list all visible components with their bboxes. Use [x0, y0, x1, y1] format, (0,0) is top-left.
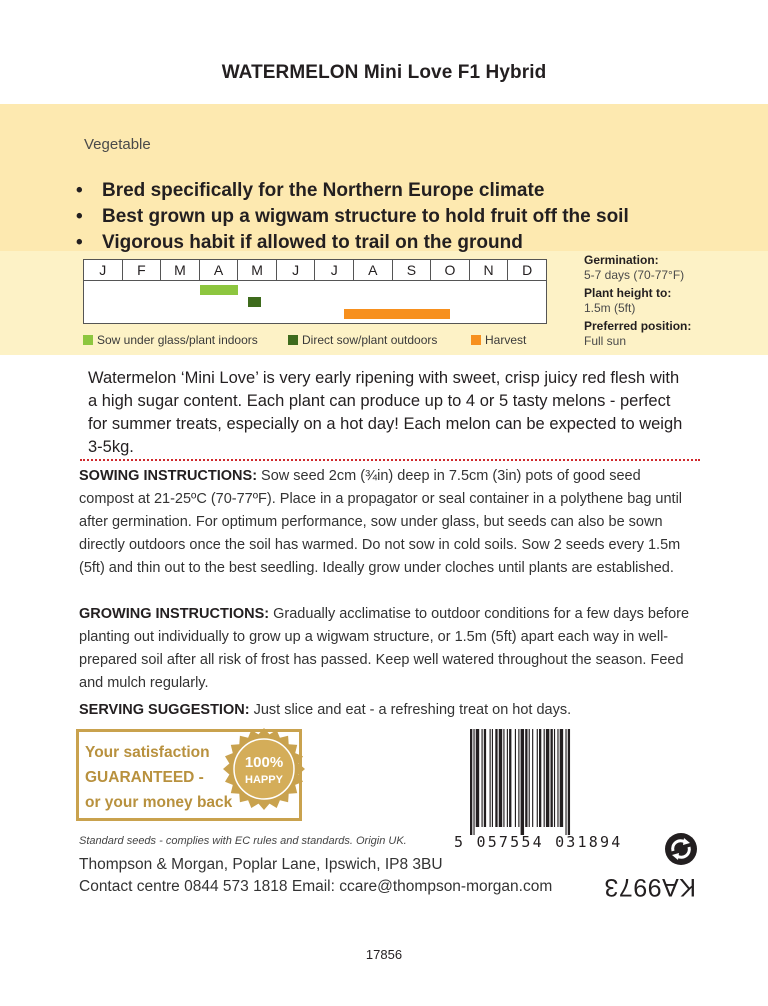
month-jan: J: [84, 260, 123, 280]
guarantee-line-3: or your money back: [85, 794, 233, 811]
calendar-body: [84, 281, 546, 324]
standards-note: Standard seeds - complies with EC rules and standards. Origin UK.: [79, 835, 407, 847]
product-title: WATERMELON Mini Love F1 Hybrid: [221, 62, 547, 83]
footer-number: 17856: [365, 947, 403, 962]
seal-text-bottom: HAPPY: [245, 774, 283, 786]
calendar-bar-harvest: [344, 309, 450, 319]
seal-text-top: 100%: [244, 754, 284, 771]
guarantee-line-2: GUARANTEED -: [85, 769, 204, 786]
company-address: Thompson & Morgan, Poplar Lane, Ipswich, IP8 3BU: [79, 856, 443, 873]
recycle-icon: [664, 832, 698, 866]
month-aug: A: [354, 260, 393, 280]
product-code: KA9973: [604, 873, 696, 901]
growing-info: [584, 253, 764, 352]
sowing-text: Sow seed 2cm (¾in) deep in 7.5cm (3in) pots of good seed compost at 21-25ºC (70-77ºF). Place in a propagator or seal container in a polythene bag until after germination. For optimum performance, sow under glass, but seeds can also be sown directly outdoors once the soil has warmed. Do not sow in cold soils. Sow 2 seeds every 1.5m (5ft) and thin out to the best seedling. Ideally grow under cloches until plants are established.: [79, 468, 683, 576]
feature-text: Vigorous habit if allowed to trail on the ground: [102, 232, 523, 253]
feature-item: [76, 204, 629, 230]
legend-swatch-sow-indoors: [83, 335, 93, 345]
growing-text: Gradually acclimatise to outdoor conditions for a few days before planting out individually to grow up a wigwam structure, or 1.5m (5ft) apart each way in well-prepared soil after all risk of frost has passed. Keep well watered throughout the season. Feed and mulch regularly.: [79, 606, 690, 691]
legend-sow-indoors: [83, 333, 258, 347]
calendar-bar-sow-outdoors: [248, 297, 261, 307]
height-value: 1.5m (5ft): [584, 301, 636, 315]
legend-harvest: [471, 333, 526, 347]
month-apr: A: [200, 260, 239, 280]
legend-swatch-sow-outdoors: [288, 335, 298, 345]
sowing-heading: SOWING INSTRUCTIONS:: [79, 468, 258, 484]
position-value: Full sun: [584, 334, 627, 348]
feature-list: [76, 178, 629, 256]
feature-text: Bred specifically for the Northern Europe climate: [102, 180, 545, 201]
calendar-bar-sow-indoors: [200, 285, 239, 295]
sowing-instructions: [79, 465, 699, 580]
feature-item: [76, 178, 629, 204]
legend-swatch-harvest: [471, 335, 481, 345]
product-category: Vegetable: [84, 136, 151, 153]
month-dec: D: [522, 262, 533, 278]
barcode-number: 5 057554 031894: [454, 833, 623, 851]
month-may: M: [238, 260, 277, 280]
month-jun: J: [277, 260, 316, 280]
bullet-icon: •: [76, 206, 83, 227]
feature-text: Best grown up a wigwam structure to hold fruit off the soil: [102, 206, 629, 227]
month-oct: O: [431, 260, 470, 280]
month-mar: M: [161, 260, 200, 280]
barcode-icon: [468, 729, 626, 835]
serving-suggestion: [79, 699, 699, 722]
product-description: Watermelon ‘Mini Love’ is very early ripening with sweet, crisp juicy red flesh with a high sugar content. Each plant can produce up to 4 or 5 tasty melons - perfect for summer treats, especially on a hot day! Each melon can be expected to weigh 3-5kg.: [88, 369, 683, 456]
bullet-icon: •: [76, 180, 83, 201]
height-label: Plant height to:: [584, 286, 672, 300]
legend-label-sow-outdoors: Direct sow/plant outdoors: [302, 333, 438, 347]
guarantee-seal-icon: [222, 727, 306, 811]
contact-details: Contact centre 0844 573 1818 Email: ccare@thompson-morgan.com: [79, 878, 553, 895]
guarantee-line-1: Your satisfaction: [85, 744, 210, 761]
position-label: Preferred position:: [584, 319, 692, 333]
guarantee-text: [85, 740, 232, 815]
growing-instructions: [79, 603, 699, 695]
calendar-months: [84, 260, 546, 281]
month-nov: N: [470, 260, 509, 280]
bullet-icon: •: [76, 232, 83, 253]
germination-value: 5-7 days (70-77°F): [584, 268, 685, 282]
legend-label-sow-indoors: Sow under glass/plant indoors: [97, 333, 258, 347]
serving-heading: SERVING SUGGESTION:: [79, 702, 250, 718]
sowing-calendar: [83, 259, 547, 324]
growing-heading: GROWING INSTRUCTIONS:: [79, 606, 270, 622]
month-feb: F: [123, 260, 162, 280]
legend-sow-outdoors: [288, 333, 437, 347]
legend-label-harvest: Harvest: [485, 333, 527, 347]
feature-item: [76, 230, 629, 256]
dotted-divider: [80, 459, 700, 461]
serving-text: Just slice and eat - a refreshing treat on hot days.: [249, 702, 572, 718]
germination-label: Germination:: [584, 253, 659, 267]
month-sep: S: [393, 260, 432, 280]
calendar-legend: [83, 333, 547, 349]
month-jul: J: [315, 260, 354, 280]
